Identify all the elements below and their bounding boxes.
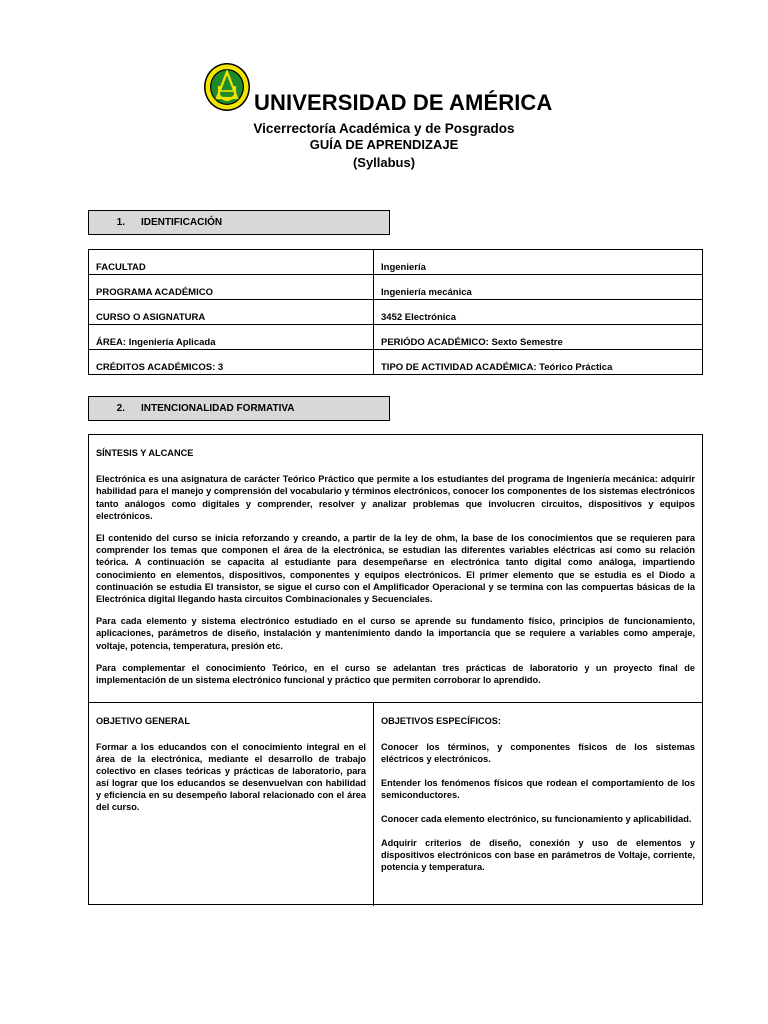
table-cell-label: CURSO O ASIGNATURA	[89, 300, 374, 325]
general-objective-section	[89, 703, 374, 906]
specific-objective-item: Entender los fenómenos físicos que rodean el comportamiento de los semiconductores.	[381, 778, 695, 800]
table-row	[89, 275, 703, 300]
syllabus-subtitle: (Syllabus)	[352, 155, 416, 170]
specific-objectives-heading: OBJETIVOS ESPECÍFICOS:	[381, 716, 501, 726]
section-identification-header	[88, 210, 390, 235]
table-row	[89, 250, 703, 275]
synthesis-paragraph: Electrónica es una asignatura de carácter Teórico Práctico que permite a los estudiantes del programa de Ingeniería mecánica: adquirir habilidad para el manejo y comprensión del vocabulario y términos electrónicos, conocer los componentes de los sistemas electrónicos tanto análogos como digitales y comprender, resolver y analizar problemas que involucren circuitos, dispositivos y equipos electrónicos.	[96, 474, 695, 521]
table-cell-value: 3452 Electrónica	[374, 300, 703, 325]
table-row	[89, 325, 703, 350]
table-row	[89, 350, 703, 375]
synthesis-paragraph: Para complementar el conocimiento Teórico, en el curso se adelantan tres prácticas de laboratorio y un proyecto final de implementación de un sistema electrónico funcional y práctico que permiten corroborar lo aprendido.	[96, 662, 695, 686]
general-objective-heading: OBJETIVO GENERAL	[96, 716, 190, 726]
table-cell-value: PERIÓDO ACADÉMICO: Sexto Semestre	[374, 325, 703, 350]
synthesis-paragraph: El contenido del curso se inicia reforzando y creando, a partir de la ley de ohm, la base de los conocimientos que se requieren para comprender los temas que componen el área de la electrónica, se estudian las diferentes variables eléctricas así como su relación teórica. A continuación se capacita al estudiante para desempeñarse en electrónica tanto digital como análoga, impartiendo conocimiento en elementos, dispositivos, componentes y equipos electrónicos. El primer elemento que se estudia es el Diodo a continuación se estudia El transistor, se sigue el curso con el Amplificador Operacional y se termina con las compuertas básicas de la Electrónica digital llegando hasta circuitos Combinacionales y Secuenciales.	[96, 533, 695, 605]
vicerrectoria-subtitle: Vicerrectoría Académica y de Posgrados	[253, 121, 515, 136]
synthesis-section	[89, 435, 702, 703]
specific-objectives-section	[374, 703, 702, 906]
section-label: INTENCIONALIDAD FORMATIVA	[141, 403, 295, 414]
table-row	[89, 300, 703, 325]
formative-intent-box	[88, 434, 703, 905]
general-objective-text: Formar a los educandos con el conocimiento integral en el área de la electrónica, mediante el desarrollo de trabajo colectivo en clases teóricas y prácticas de laboratorio, para así lograr que los educandos se desenvuelvan con habilidad y eficiencia en su desempeño laboral relacionado con el área del curso.	[96, 742, 366, 812]
synthesis-heading: SÍNTESIS Y ALCANCE	[96, 448, 194, 458]
identification-table	[88, 249, 703, 375]
specific-objective-item: Conocer los términos, y componentes físicos de los sistemas eléctricos y electrónicos.	[381, 742, 695, 764]
section-number: 2.	[116, 403, 125, 414]
university-title: UNIVERSIDAD DE AMÉRICA	[254, 90, 553, 115]
synthesis-paragraph: Para cada elemento y sistema electrónico estudiado en el curso se aprende su fundamento físico, principios de funcionamiento, aplicaciones, parámetros de diseño, instalación y mantenimiento dando la importancia que se requiere a variables como amperaje, voltaje, potencia, temperatura, presión etc.	[96, 616, 695, 651]
table-cell-value: Ingeniería mecánica	[374, 275, 703, 300]
section-number: 1.	[116, 217, 125, 228]
section-label: IDENTIFICACIÓN	[141, 217, 223, 228]
table-cell-label: CRÉDITOS ACADÉMICOS: 3	[89, 350, 374, 375]
table-cell-label: PROGRAMA ACADÉMICO	[89, 275, 374, 300]
table-cell-label: FACULTAD	[89, 250, 374, 275]
section-intencionalidad-header	[88, 396, 390, 421]
table-cell-label: ÁREA: Ingeniería Aplicada	[89, 325, 374, 350]
table-cell-value: Ingeniería	[374, 250, 703, 275]
table-cell-value: TIPO DE ACTIVIDAD ACADÉMICA: Teórico Práctica	[374, 350, 703, 375]
specific-objective-item: Conocer cada elemento electrónico, su funcionamiento y aplicabilidad.	[381, 814, 692, 824]
specific-objective-item: Adquirir criterios de diseño, conexión y uso de elementos y dispositivos electrónicos con base en parámetros de Voltaje, corriente, potencia y temperatura.	[381, 838, 695, 872]
university-logo	[203, 62, 251, 112]
guide-title: GUÍA DE APRENDIZAJE	[309, 137, 459, 152]
